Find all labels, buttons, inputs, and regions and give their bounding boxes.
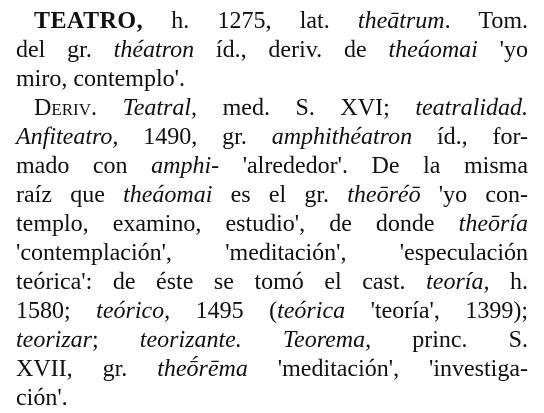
text-run: miro, contemplo'. <box>16 66 185 92</box>
derived-term: teorizar <box>16 327 93 353</box>
text-run: h. 1275, lat. <box>171 8 358 34</box>
greek-term: theṓrēma <box>157 356 248 382</box>
derived-term: Anfiteatro, <box>16 124 119 150</box>
text-run <box>242 327 283 353</box>
entry-line <box>16 326 528 355</box>
headword: TEATRO, <box>34 8 144 34</box>
entry-line <box>16 210 528 239</box>
entry-line <box>16 123 528 152</box>
text-run: 'yo con- <box>420 182 528 208</box>
entry-line <box>16 297 528 326</box>
deriv-label: Deriv. <box>34 95 97 121</box>
entry-line <box>16 7 528 36</box>
entry-line <box>16 384 528 413</box>
text-run: íd., for- <box>412 124 529 150</box>
text-run: mado con <box>16 153 152 179</box>
entry-line <box>16 94 528 123</box>
text-run: raíz que <box>16 182 124 208</box>
text-run: . Tom. <box>444 8 529 34</box>
greek-term: theáomai <box>123 182 213 208</box>
text-run: 'teoría', 1399); <box>345 298 528 324</box>
entry-line <box>16 355 528 384</box>
greek-term: amphi- <box>151 153 220 179</box>
latin-term: theātrum <box>357 8 445 34</box>
entry-line <box>16 181 528 210</box>
text-run: 1495 ( <box>170 298 278 324</box>
entry-line <box>16 239 528 268</box>
text-run: del gr. <box>16 37 114 63</box>
text-run: teórica': de éste se tomó el cast. <box>16 269 427 295</box>
greek-term: théatron <box>113 37 195 63</box>
text-run: 'contemplación', 'meditación', 'especulación <box>16 240 528 266</box>
derived-term: teatralidad. <box>415 95 529 121</box>
greek-term: theōría <box>458 211 528 237</box>
text-run: ción'. <box>16 385 68 411</box>
derived-term: Teorema, <box>282 327 372 353</box>
text-run: ; <box>92 327 140 353</box>
derived-term: teorizante. <box>139 327 242 353</box>
text-run: 'alrededor'. De la misma <box>219 153 528 179</box>
text-run: XVII, gr. <box>16 356 158 382</box>
text-run <box>97 95 123 121</box>
greek-term: theōréō <box>347 182 421 208</box>
text-run: templo, examino, estudio', de donde <box>16 211 459 237</box>
text-run: 1580; <box>16 298 97 324</box>
text-run: 'meditación', 'investiga- <box>247 356 528 382</box>
greek-term: amphithéatron <box>271 124 413 150</box>
derived-term: teórico, <box>96 298 171 324</box>
derived-term: teórica <box>277 298 346 324</box>
entry-line <box>16 152 528 181</box>
text-run: es el gr. <box>212 182 348 208</box>
entry-line <box>16 65 528 94</box>
text-run: 'yo <box>477 37 528 63</box>
text-run: 1490, gr. <box>118 124 272 150</box>
entry-line <box>16 36 528 65</box>
text-run: princ. S. <box>371 327 529 353</box>
text-run: med. S. XVI; <box>197 95 416 121</box>
text-run: íd., deriv. de <box>194 37 389 63</box>
dictionary-entry <box>16 7 528 413</box>
text-run: h. <box>489 269 529 295</box>
derived-term: teoría, <box>426 269 490 295</box>
entry-line <box>16 268 528 297</box>
greek-term: theáomai <box>388 37 478 63</box>
derived-term: Teatral, <box>122 95 198 121</box>
